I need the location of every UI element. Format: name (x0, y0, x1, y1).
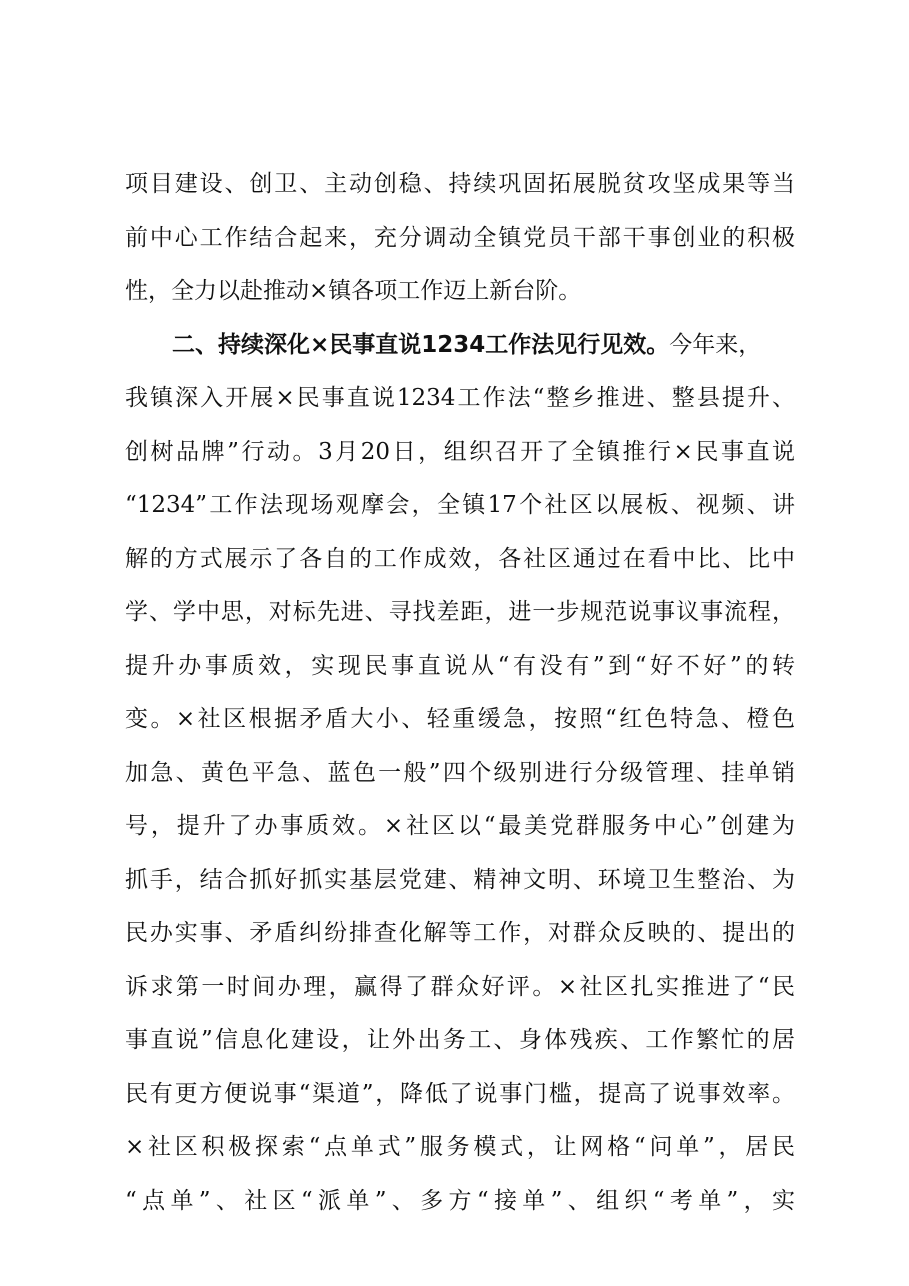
body-text (125, 158, 795, 1228)
text-line: 号，提升了办事质效。×社区以“最美党群服务中心”创建为 (125, 813, 795, 839)
text-line: ×社区积极探索“点单式”服务模式，让网格“问单”，居民 (125, 1134, 795, 1160)
text-line: 我镇深入开展×民事直说1234工作法“整乡推进、整县提升、 (125, 385, 795, 411)
text-line: 民有更方便说事“渠道”，降低了说事门槛，提高了说事效率。 (125, 1080, 795, 1107)
text-line: 事直说”信息化建设，让外出务工、身体残疾、工作繁忙的居 (125, 1027, 795, 1053)
text-line: 创树品牌”行动。3月20日，组织召开了全镇推行×民事直说 (125, 438, 795, 465)
text-span: 今年来， (669, 331, 762, 358)
text-line: 民办实事、矛盾纠纷排查化解等工作，对群众反映的、提出的 (125, 920, 795, 946)
section-heading-line (125, 319, 795, 373)
text-line: 提升办事质效，实现民事直说从“有没有”到“好不好”的转 (125, 652, 795, 679)
text-line: 加急、黄色平急、蓝色一般”四个级别进行分级管理、挂单销 (125, 759, 795, 786)
text-line: 变。×社区根据矛盾大小、轻重缓急，按照“红色特急、橙色 (125, 706, 795, 732)
text-line: 性，全力以赴推动×镇各项工作迈上新台阶。 (125, 278, 582, 304)
text-line: 诉求第一时间办理，赢得了群众好评。×社区扎实推进了“民 (125, 973, 795, 1000)
text-line: 抓手，结合抓好抓实基层党建、精神文明、环境卫生整治、为 (125, 866, 795, 893)
text-line: 前中心工作结合起来，充分调动全镇党员干部干事创业的积极 (125, 224, 795, 251)
section-heading: 二、持续深化×民事直说1234工作法见行见效。 (172, 331, 670, 358)
text-line: “点单”、社区“派单”、多方“接单”、组织“考单”，实 (125, 1187, 795, 1214)
text-line: 学、学中思，对标先进、寻找差距，进一步规范说事议事流程， (125, 599, 795, 625)
text-line: “1234”工作法现场观摩会，全镇17个社区以展板、视频、讲 (125, 492, 795, 518)
text-line: 解的方式展示了各自的工作成效，各社区通过在看中比、比中 (125, 545, 795, 572)
text-line: 项目建设、创卫、主动创稳、持续巩固拓展脱贫攻坚成果等当 (125, 171, 795, 197)
